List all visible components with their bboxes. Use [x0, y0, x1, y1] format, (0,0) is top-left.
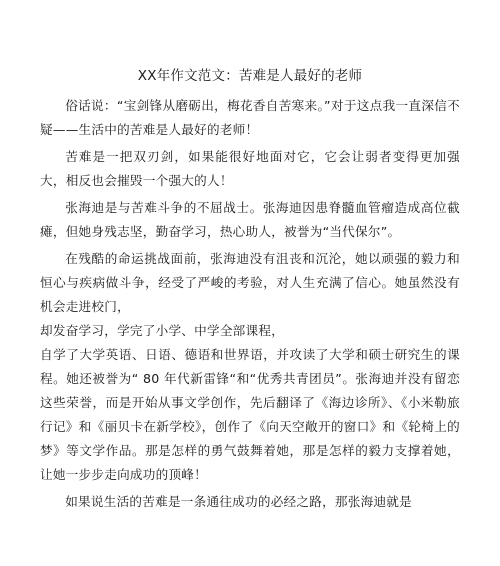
paragraph-double-edged-sword: 苦难是一把双刃剑，如果能很好地面对它，它会让弱者变得更加强大，相反也会摧毁一个强大的人！ — [40, 149, 460, 188]
paragraph-self-study: 自学了大学英语、日语、德语和世界语，并攻读了大学和硕士研究生的课程。她还被誉为“ 80 年代新雷锋“和“优秀共青团员”。张海迪并没有留恋这些荣誉，而是开始从事文学创作，先后翻译了《海边诊所》、《小米勒旅行记》和《丽贝卡在新学校》，创作了《向天空敞开的窗口》和《轮椅上的梦》等文学作品。那是怎样的勇气鼓舞着她，那是怎样的毅力支撑着她，让她一步步走向成功的顶峰！ — [40, 347, 460, 482]
paragraph-proverb: 俗话说：“宝剑锋从磨砺出，梅花香自苦寒来。”对于这点我一直深信不疑——生活中的苦难是人最好的老师！ — [40, 98, 460, 137]
paragraph-study-hard: 却发奋学习，学完了小学、中学全部课程， — [40, 323, 285, 338]
document-title: XX年作文范文：苦难是人最好的老师 — [137, 68, 363, 84]
paragraph-conclusion: 如果说生活的苦难是一条通往成功的必经之路，那张海迪就是 — [65, 494, 412, 509]
paragraph-zhang-haidi-intro: 张海迪是与苦难斗争的不屈战士。张海迪因患脊髓血管瘤造成高位截瘫，但她身残志坚，勤奋学习，热心助人，被誉为“当代保尔”。 — [40, 200, 460, 239]
document-body — [40, 94, 460, 514]
paragraph-facing-fate: 在残酷的命运挑战面前，张海迪没有沮丧和沉沦，她以顽强的毅力和恒心与疾病做斗争，经受了严峻的考验，对人生充满了信心。她虽然没有机会走进校门， — [40, 251, 460, 314]
